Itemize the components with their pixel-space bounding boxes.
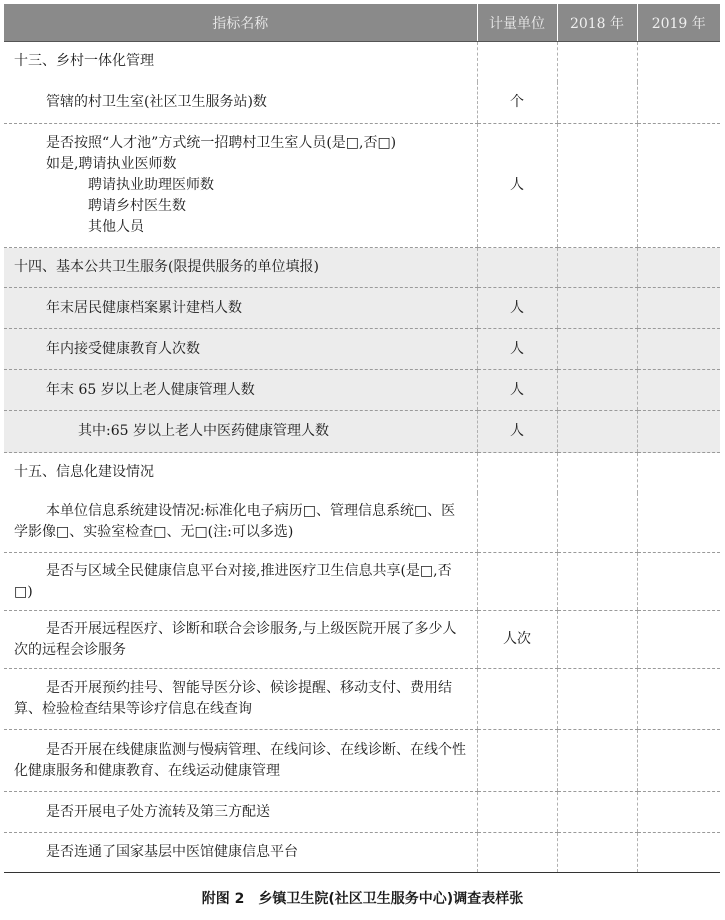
table-row: [4, 833, 720, 873]
unit-cell: [477, 493, 557, 553]
indicator-label: 聘请执业助理医师数: [88, 177, 214, 193]
table-row: [4, 124, 720, 248]
value-2018-cell: [557, 453, 637, 493]
value-2018-cell[interactable]: [557, 411, 637, 453]
table-row: [4, 611, 720, 669]
value-2018-cell[interactable]: [557, 288, 637, 329]
unit-cell: 人: [477, 411, 557, 453]
value-2019-cell[interactable]: [637, 82, 720, 124]
indicator-label: 年内接受健康教育人次数: [4, 329, 477, 370]
indicator-label-cell: [4, 669, 477, 730]
table-row: [4, 288, 720, 329]
value-2018-cell[interactable]: [557, 493, 637, 553]
indicator-label: 年末 65 岁以上老人健康管理人数: [4, 370, 477, 411]
table-header-row: [4, 4, 720, 42]
indicator-label: 聘请乡村医生数: [88, 198, 186, 214]
table-row: [4, 792, 720, 833]
indicator-label: 是否开展在线健康监测与慢病管理、在线问诊、在线诊断、在线个性化健康服务和健康教育、在线运动健康管理: [14, 741, 466, 779]
value-2018-cell[interactable]: [557, 669, 637, 730]
indicator-label: 其中:65 岁以上老人中医药健康管理人数: [4, 411, 477, 453]
unit-cell: 人: [477, 329, 557, 370]
indicator-label-group: [4, 124, 477, 248]
header-unit: 计量单位: [477, 4, 557, 42]
unit-cell: 人: [477, 288, 557, 329]
unit-cell: [477, 42, 557, 82]
indicator-label: 是否开展电子处方流转及第三方配送: [4, 792, 477, 833]
indicator-label: 如是,聘请执业医师数: [46, 156, 177, 172]
unit-cell: 人: [477, 124, 557, 248]
table-row: [4, 493, 720, 553]
indicator-label: 是否连通了国家基层中医馆健康信息平台: [4, 833, 477, 873]
section-title-row: [4, 453, 720, 493]
table-row: [4, 370, 720, 411]
table-row: [4, 411, 720, 453]
value-2019-cell[interactable]: [637, 730, 720, 792]
unit-cell: [477, 248, 557, 288]
indicator-label-cell: [4, 493, 477, 553]
section-title-row: [4, 248, 720, 288]
figure-caption: 附图 2 乡镇卫生院(社区卫生服务中心)调查表样张: [201, 891, 524, 907]
value-2019-cell[interactable]: [637, 288, 720, 329]
table-row: [4, 82, 720, 124]
value-2019-cell[interactable]: [637, 792, 720, 833]
value-2019-cell: [637, 42, 720, 82]
unit-cell: [477, 833, 557, 873]
value-2019-cell[interactable]: [637, 493, 720, 553]
section-title-row: [4, 42, 720, 82]
value-2018-cell[interactable]: [557, 730, 637, 792]
indicator-label: 是否开展远程医疗、诊断和联合会诊服务,与上级医院开展了多少人次的远程会诊服务: [14, 620, 457, 658]
section-title: 十三、乡村一体化管理: [14, 53, 154, 70]
value-2018-cell: [557, 42, 637, 82]
value-2018-cell[interactable]: [557, 833, 637, 873]
value-2018-cell[interactable]: [557, 124, 637, 248]
indicator-label: 年末居民健康档案累计建档人数: [4, 288, 477, 329]
table-row: [4, 553, 720, 611]
header-indicator-name: 指标名称: [4, 4, 477, 42]
indicator-label: 本单位信息系统建设情况:标准化电子病历□、管理信息系统□、医学影像□、实验室检查□、无□(注:可以多选): [14, 503, 456, 541]
value-2019-cell[interactable]: [637, 611, 720, 669]
header-year-2018: 2018 年: [557, 4, 637, 42]
unit-cell: [477, 553, 557, 611]
indicator-label-cell: [4, 611, 477, 669]
unit-cell: [477, 453, 557, 493]
value-2018-cell[interactable]: [557, 553, 637, 611]
unit-cell: [477, 792, 557, 833]
header-year-2019: 2019 年: [637, 4, 720, 42]
value-2019-cell[interactable]: [637, 124, 720, 248]
table-row: [4, 669, 720, 730]
table-row: [4, 730, 720, 792]
unit-cell: [477, 669, 557, 730]
value-2018-cell[interactable]: [557, 611, 637, 669]
value-2018-cell[interactable]: [557, 370, 637, 411]
value-2019-cell[interactable]: [637, 553, 720, 611]
value-2018-cell[interactable]: [557, 82, 637, 124]
value-2019-cell[interactable]: [637, 329, 720, 370]
indicator-label: 其他人员: [88, 219, 144, 235]
unit-cell: 人次: [477, 611, 557, 669]
section-title: 十五、信息化建设情况: [14, 464, 154, 481]
value-2018-cell[interactable]: [557, 792, 637, 833]
unit-cell: 个: [477, 82, 557, 124]
value-2019-cell: [637, 248, 720, 288]
indicator-label: 是否按照“人才池”方式统一招聘村卫生室人员(是□,否□): [46, 135, 397, 151]
survey-table: [4, 4, 720, 873]
section-title: 十四、基本公共卫生服务(限提供服务的单位填报): [4, 248, 477, 288]
value-2019-cell[interactable]: [637, 411, 720, 453]
indicator-label: 是否与区域全民健康信息平台对接,推进医疗卫生信息共享(是□,否□): [14, 562, 452, 600]
table-row: [4, 329, 720, 370]
indicator-label: 管辖的村卫生室(社区卫生服务站)数: [4, 82, 477, 124]
unit-cell: [477, 730, 557, 792]
value-2019-cell: [637, 453, 720, 493]
value-2018-cell[interactable]: [557, 329, 637, 370]
value-2018-cell: [557, 248, 637, 288]
value-2019-cell[interactable]: [637, 833, 720, 873]
indicator-label: 是否开展预约挂号、智能导医分诊、候诊提醒、移动支付、费用结算、检验检查结果等诊疗信息在线查询: [14, 680, 452, 717]
unit-cell: 人: [477, 370, 557, 411]
value-2019-cell[interactable]: [637, 669, 720, 730]
indicator-label-cell: [4, 553, 477, 611]
value-2019-cell[interactable]: [637, 370, 720, 411]
indicator-label-cell: [4, 730, 477, 792]
